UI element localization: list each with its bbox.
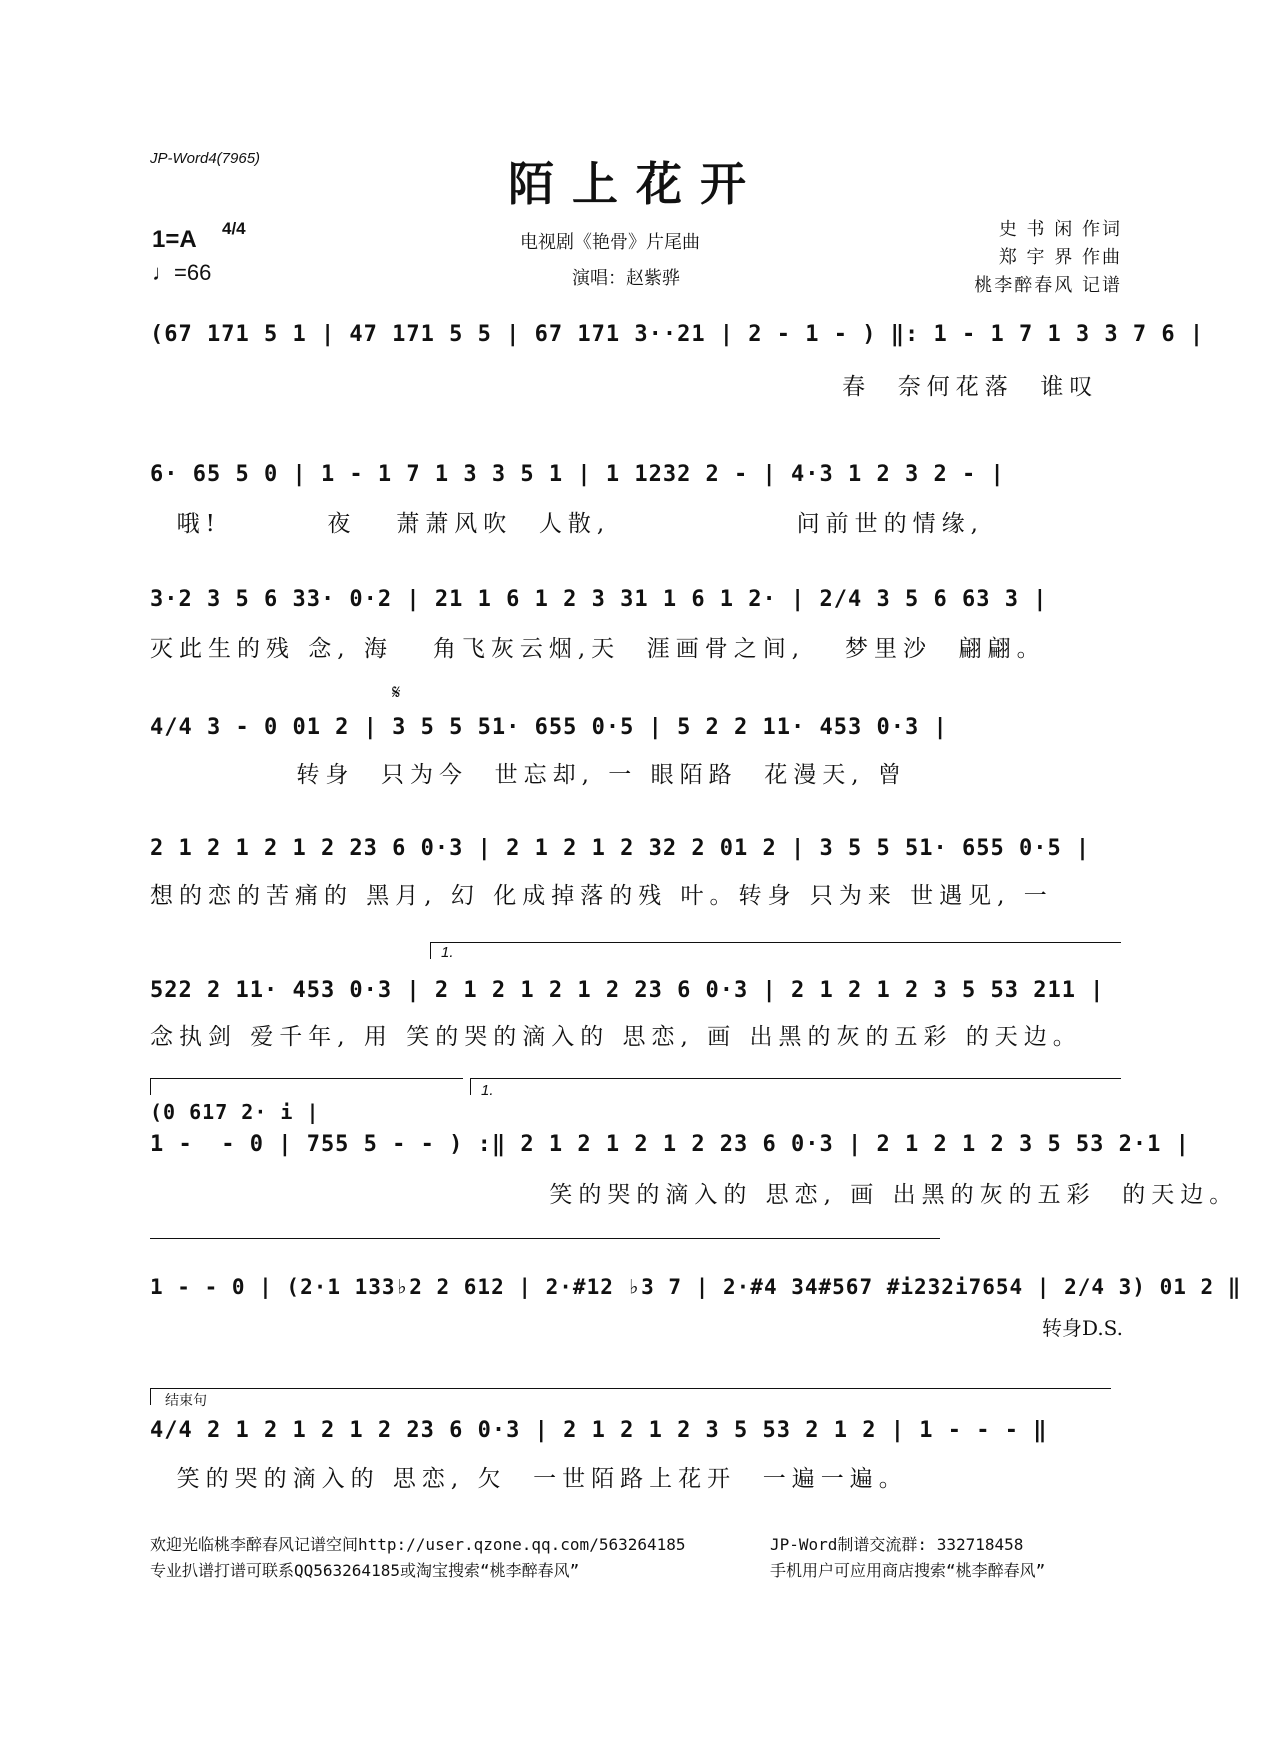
system-9-notes: 4/4 2 1 2 1 2 1 2 23 6 0·3 | 2 1 2 1 2 3 5 53 2 1 2 | 1 - - - ‖ (150, 1418, 1048, 1443)
system-7-upper-notes: (0 617 2· i | (150, 1100, 320, 1124)
system-1-lyrics: 春 奈何花落 谁叹 (150, 374, 1099, 400)
tempo-marking: ♩=66 (152, 260, 212, 285)
system-7-lyrics: 笑的哭的滴入的 思恋, 画 出黑的灰的五彩 的天边。 (150, 1182, 1239, 1208)
volta-bracket-1 (430, 942, 1121, 959)
volta-label-2: 1. (481, 1082, 494, 1099)
composer: 郑 宇 界 作曲 (998, 247, 1122, 268)
volta-label: 1. (441, 944, 454, 961)
lyricist: 史 书 闲 作词 (998, 219, 1122, 240)
system-3-lyrics: 灭此生的残 念, 海 角飞灰云烟,天 涯画骨之间, 梦里沙 翩翩。 (150, 636, 1046, 662)
credits (974, 216, 1122, 300)
app-tag: JP-Word4(7965) (150, 150, 261, 167)
footer-line2-right: 手机用户可应用商店搜索“桃李醉春风” (770, 1561, 1046, 1580)
system-1-notes: (67 171 5 1 | 47 171 5 5 | 67 171 3··21 | 2 - 1 - ) ‖: 1 - 1 7 1 3 3 7 6 | (150, 322, 1205, 347)
system-9-lyrics: 笑的哭的滴入的 思恋, 欠 一世陌路上花开 一遍一遍。 (150, 1466, 908, 1492)
system-4-lyrics: 转身 只为今 世忘却, 一 眼陌路 花漫天, 曾 (150, 762, 907, 788)
system-6-lyrics: 念执剑 爱千年, 用 笑的哭的滴入的 思恋, 画 出黑的灰的五彩 的天边。 (150, 1024, 1082, 1050)
system-6-notes: 522 2 11· 453 0·3 | 2 1 2 1 2 1 2 23 6 0·3 | 2 1 2 1 2 3 5 53 211 | (150, 978, 1105, 1003)
subtitle: 电视剧《艳骨》片尾曲 (520, 232, 700, 253)
singer: 演唱：赵紫骅 (572, 268, 680, 289)
time-signature: 4/4 (222, 219, 246, 238)
footer-line1-right: JP-Word制谱交流群: 332718458 (770, 1535, 1024, 1554)
system-2-lyrics: 哦! 夜 萧萧风吹 人散, 问前世的情缘, (150, 511, 984, 537)
system-5-lyrics: 想的恋的苦痛的 黑月, 幻 化成掉落的残 叶。转身 只为来 世遇见, 一 (150, 883, 1053, 909)
triplet-line (150, 1238, 940, 1251)
footer-line1-left: 欢迎光临桃李醉春风记谱空间http://user.qzone.qq.com/563264185 (150, 1535, 686, 1554)
volta-bracket-2 (150, 1078, 463, 1095)
coda-label: 结束句 (165, 1392, 207, 1408)
system-5-notes: 2 1 2 1 2 1 2 23 6 0·3 | 2 1 2 1 2 32 2 01 2 | 3 5 5 51· 655 0·5 | (150, 836, 1091, 861)
key-signature: 1=A (152, 226, 197, 253)
volta-bracket-3 (470, 1078, 1121, 1095)
segno-sign: 𝄋 (392, 680, 401, 704)
song-title: 陌上花开 (508, 157, 764, 211)
system-8-notes: 1 - - 0 | (2·1 133♭2 2 612 | 2·#12 ♭3 7 | 2·#4 34#567 #i232i7654 | 2/4 3) 01 2 ‖ (150, 1275, 1242, 1299)
ds-marking: 转身D.S. (1042, 1316, 1124, 1340)
system-4-notes: 4/4 3 - 0 01 2 | 3 5 5 51· 655 0·5 | 5 2 2 11· 453 0·3 | (150, 715, 948, 740)
transcriber: 桃李醉春风 记谱 (974, 275, 1122, 296)
system-2-notes: 6· 65 5 0 | 1 - 1 7 1 3 3 5 1 | 1 1232 2 - | 4·3 1 2 3 2 - | (150, 462, 1005, 487)
coda-bracket (150, 1388, 1111, 1405)
system-7-notes: 1 - - 0 | 755 5 - - ) :‖ 2 1 2 1 2 1 2 23 6 0·3 | 2 1 2 1 2 3 5 53 2·1 | (150, 1132, 1190, 1157)
system-3-notes: 3·2 3 5 6 33· 0·2 | 21 1 6 1 2 3 31 1 6 1 2· | 2/4 3 5 6 63 3 | (150, 587, 1048, 612)
footer (150, 1532, 1150, 1584)
footer-line2-left: 专业扒谱打谱可联系QQ563264185或淘宝搜索“桃李醉春风” (150, 1561, 580, 1580)
